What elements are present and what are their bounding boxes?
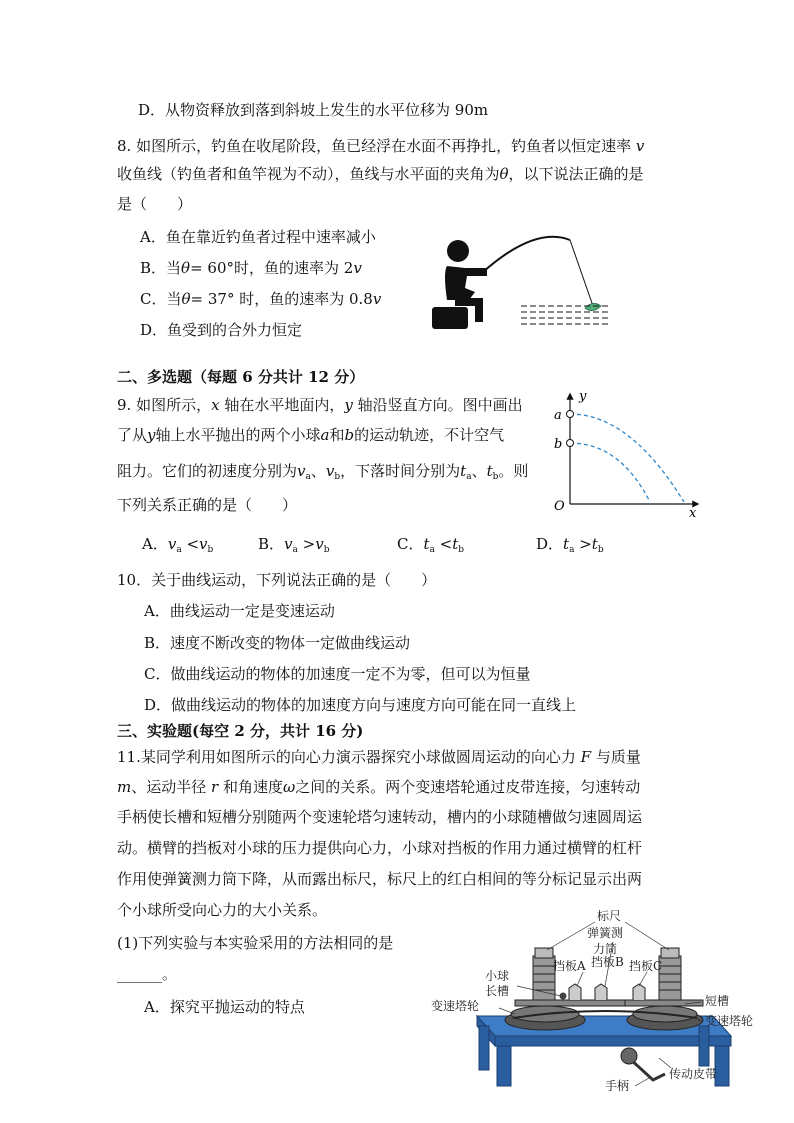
fig-label-origin: O bbox=[554, 499, 565, 514]
fig-label-y: y bbox=[579, 389, 587, 404]
q11-stem-line6: 个小球所受向心力的大小关系。 bbox=[117, 901, 328, 919]
q9-stem-line2: 了从y轴上水平抛出的两个小球a和b的运动轨迹，不计空气 bbox=[117, 426, 505, 444]
q10-option-d: D．做曲线运动的物体的加速度方向与速度方向可能在同一直线上 bbox=[144, 696, 577, 714]
q8-stem-line1: 8. 如图所示，钓鱼在收尾阶段，鱼已经浮在水面不再挣扎，钓鱼者以恒定速率 v bbox=[117, 137, 645, 155]
baffle-a bbox=[569, 984, 581, 1000]
q10-option-a: A．曲线运动一定是变速运动 bbox=[144, 602, 335, 620]
q11-answer-blank: ______。 bbox=[117, 965, 178, 983]
q11-stem-line3: 手柄使长槽和短槽分别随两个变速轮塔匀速转动，槽内的小球随槽做匀速圆周运 bbox=[117, 808, 643, 826]
q11-stem-line5: 作用使弹簧测力筒下降，从而露出标尺，标尺上的红白相间的等分标记显示出两 bbox=[117, 870, 643, 888]
q8-option-d: D．鱼受到的合外力恒定 bbox=[140, 321, 303, 339]
q9-option-a: A．$v_a <v_b$ bbox=[142, 535, 214, 555]
q9-stem-line1: 9. 如图所示，x 轴在水平地面内，y 轴沿竖直方向。图中画出 bbox=[117, 396, 523, 414]
label-baffle-b: 挡板B bbox=[591, 955, 624, 969]
label-scale: 标尺 bbox=[597, 909, 622, 923]
ball-a bbox=[567, 411, 574, 418]
label-long-groove: 长槽 bbox=[485, 984, 510, 998]
q8-option-b: B．当θ= 60°时，鱼的速率为 2v bbox=[140, 259, 362, 277]
label-baffle-c: 挡板C bbox=[629, 959, 663, 973]
baffle-b bbox=[595, 984, 607, 1000]
q9-option-d: D．$t_a >t_b$ bbox=[536, 535, 604, 555]
trajectory-a bbox=[570, 414, 684, 502]
centripetal-apparatus-figure bbox=[425, 908, 765, 1098]
q11-option-a: A．探究平抛运动的特点 bbox=[144, 998, 305, 1016]
q9-stem-line4: 下列关系正确的是（ ） bbox=[117, 496, 298, 514]
q8-stem-line3: 是（ ） bbox=[117, 195, 193, 213]
baffle-c bbox=[633, 984, 645, 1000]
table-leg bbox=[699, 1026, 709, 1066]
fisher-head bbox=[447, 240, 469, 262]
right-spring-cylinder bbox=[659, 956, 681, 1000]
q9-stem-line3: 阻力。它们的初速度分别为$v_a$、$v_b$，下落时间分别为$t_a$、$t_b$。则 bbox=[117, 462, 529, 482]
fig-label-x: x bbox=[689, 506, 697, 518]
fig-label-b: b bbox=[554, 437, 563, 452]
fisher-body bbox=[445, 266, 487, 300]
fig-label-a: a bbox=[554, 408, 562, 423]
label-spring-cylinder-2: 力筒 bbox=[593, 942, 618, 956]
q11-stem-line2: m、运动半径 r 和角速度ω之间的关系。两个变速塔轮通过皮带连接，匀速转动 bbox=[117, 778, 641, 796]
label-cone-pulley-left: 变速塔轮 bbox=[431, 999, 480, 1013]
label-handle: 手柄 bbox=[605, 1079, 630, 1093]
q9-option-b: B．$v_a >v_b$ bbox=[258, 535, 330, 555]
q8-option-c: C．当θ= 37° 时，鱼的速率为 0.8v bbox=[140, 290, 382, 308]
table-leg bbox=[497, 1046, 511, 1086]
q9-option-c: C．$t_a <t_b$ bbox=[397, 535, 465, 555]
label-drive-belt: 传动皮带 bbox=[669, 1067, 718, 1081]
q11-subquestion-1: (1)下列实验与本实验采用的方法相同的是 bbox=[117, 934, 394, 952]
label-baffle-a: 挡板A bbox=[553, 959, 586, 973]
q8-stem-line2: 收鱼线（钓鱼者和鱼竿视为不动），鱼线与水平面的夹角为θ，以下说法正确的是 bbox=[117, 165, 644, 183]
trajectory-figure bbox=[548, 386, 708, 518]
long-groove bbox=[515, 1000, 625, 1006]
fishing-figure bbox=[425, 232, 615, 332]
fishing-rod bbox=[483, 237, 570, 272]
table-leg bbox=[479, 1026, 489, 1070]
label-small-ball: 小球 bbox=[485, 969, 510, 983]
fish bbox=[585, 303, 601, 310]
q10-option-b: B．速度不断改变的物体一定做曲线运动 bbox=[144, 634, 411, 652]
fishing-line bbox=[570, 240, 593, 306]
section-2-title: 二、多选题（每题 6 分共计 12 分） bbox=[117, 368, 365, 386]
table-leg bbox=[715, 1046, 729, 1086]
ball-b bbox=[567, 440, 574, 447]
stool bbox=[432, 307, 468, 329]
label-cone-pulley-right: 变速塔轮 bbox=[705, 1014, 754, 1028]
q11-stem-line4: 动。横臂的挡板对小球的压力提供向心力，小球对挡板的作用力通过横臂的杠杆 bbox=[117, 839, 643, 857]
q7-option-d: D．从物资释放到落到斜坡上发生的水平位移为 90m bbox=[138, 101, 489, 119]
left-spring-cylinder bbox=[533, 956, 555, 1000]
q10-option-c: C．做曲线运动的物体的加速度一定不为零，但可以为恒量 bbox=[144, 665, 531, 683]
label-spring-cylinder-1: 弹簧测 bbox=[587, 926, 624, 940]
trajectory-b bbox=[570, 443, 650, 502]
q10-stem: 10．关于曲线运动，下列说法正确的是（ ） bbox=[117, 571, 437, 589]
q8-option-a: A．鱼在靠近钓鱼者过程中速率减小 bbox=[140, 228, 376, 246]
section-3-title: 三、实验题(每空 2 分，共计 16 分) bbox=[117, 722, 364, 740]
label-short-groove: 短槽 bbox=[705, 994, 730, 1008]
q11-stem-line1: 11.某同学利用如图所示的向心力演示器探究小球做圆周运动的向心力 F 与质量 bbox=[117, 748, 641, 766]
